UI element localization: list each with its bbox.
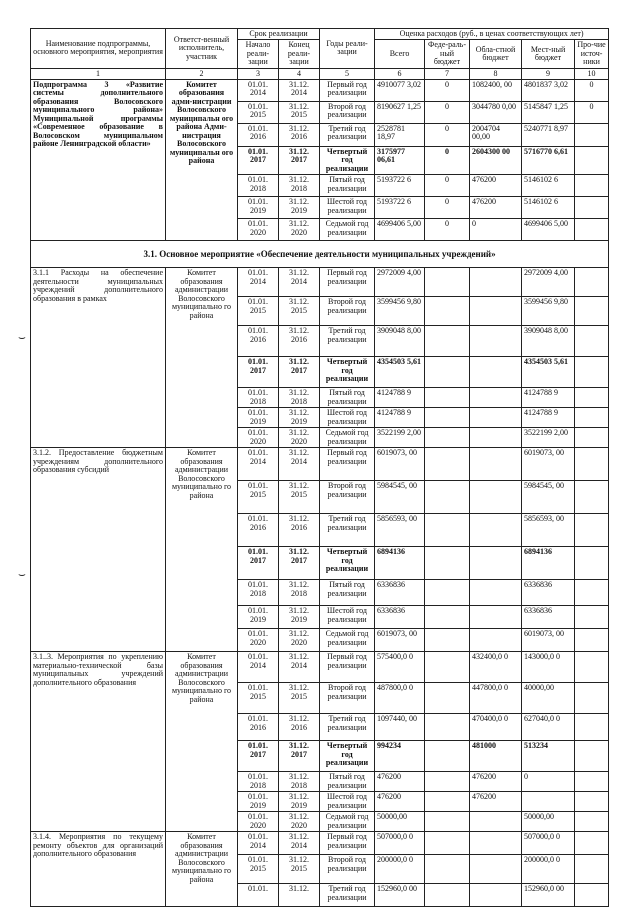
federal-budget <box>425 812 470 832</box>
responsible-executor: Комитет образования адми-нистрации Волосовского муниципальн ого района Адми-нистрация Волосовского муниципальн ого района <box>166 79 238 240</box>
local-budget: 50000,00 <box>522 812 575 832</box>
total-cost: 8190627 1,25 <box>375 101 425 123</box>
total-cost: 4124788 9 <box>375 408 425 428</box>
start-date: 01.01. 2017 <box>238 357 279 388</box>
other-sources <box>575 884 609 907</box>
margin-mark-icon: ⌣ <box>18 330 26 344</box>
other-sources <box>575 652 609 683</box>
year-of-implementation: Пятый год реализации <box>320 175 375 197</box>
year-of-implementation: Первый год реализации <box>320 79 375 101</box>
measure-name: 3.1.4. Мероприятия по текущему ремонту объектов для организаций дополнительного образования <box>31 832 166 907</box>
total-cost: 4699406 5,00 <box>375 219 425 241</box>
year-of-implementation: Второй год реализации <box>320 101 375 123</box>
column-number: 6 <box>375 68 425 79</box>
local-budget: 3522199 2,00 <box>522 428 575 448</box>
total-cost: 575400,0 0 <box>375 652 425 683</box>
other-sources <box>575 388 609 408</box>
regional-budget <box>470 514 522 547</box>
table-row <box>31 832 609 855</box>
total-cost: 476200 <box>375 772 425 792</box>
year-of-implementation: Первый год реализации <box>320 448 375 481</box>
total-cost: 5856593, 00 <box>375 514 425 547</box>
year-of-implementation: Второй год реализации <box>320 683 375 714</box>
start-date: 01.01. 2019 <box>238 792 279 812</box>
start-date: 01.01. 2015 <box>238 101 279 123</box>
regional-budget <box>470 606 522 629</box>
year-of-implementation: Первый год реализации <box>320 268 375 297</box>
total-cost: 994234 <box>375 741 425 772</box>
end-date: 31.12. 2019 <box>279 408 320 428</box>
column-number: 8 <box>470 68 522 79</box>
local-budget: 4354503 5,61 <box>522 357 575 388</box>
header-regional: Обла-стной бюджет <box>470 40 522 68</box>
header-federal: Феде-раль-ный бюджет <box>425 40 470 68</box>
federal-budget <box>425 629 470 652</box>
local-budget: 40000,00 <box>522 683 575 714</box>
start-date: 01.01. 2020 <box>238 219 279 241</box>
total-cost: 6894136 <box>375 547 425 580</box>
year-of-implementation: Второй год реализации <box>320 855 375 884</box>
end-date: 31.12. 2016 <box>279 326 320 357</box>
end-date: 31.12. <box>279 884 320 907</box>
start-date: 01.01. 2016 <box>238 326 279 357</box>
total-cost: 2528781 18,97 <box>375 123 425 146</box>
start-date: 01.01. 2016 <box>238 514 279 547</box>
year-of-implementation: Пятый год реализации <box>320 772 375 792</box>
regional-budget <box>470 580 522 606</box>
year-of-implementation: Четвертый год реализации <box>320 146 375 174</box>
start-date: 01.01. 2020 <box>238 812 279 832</box>
column-number: 3 <box>238 68 279 79</box>
federal-budget <box>425 268 470 297</box>
start-date: 01.01. <box>238 884 279 907</box>
responsible-executor: Комитет образования администрации Волосовского муниципально го района <box>166 448 238 652</box>
total-cost: 476200 <box>375 792 425 812</box>
total-cost: 507000,0 0 <box>375 832 425 855</box>
end-date: 31.12. 2019 <box>279 792 320 812</box>
federal-budget: 0 <box>425 197 470 219</box>
regional-budget <box>470 357 522 388</box>
start-date: 01.01. 2014 <box>238 79 279 101</box>
end-date: 31.12. 2014 <box>279 448 320 481</box>
total-cost: 5984545, 00 <box>375 481 425 514</box>
table-row <box>31 652 609 683</box>
federal-budget <box>425 652 470 683</box>
regional-budget <box>470 547 522 580</box>
measure-name: 3.1.1 Расходы на обеспечение деятельности муниципальных учреждений дополнительного образования в рамках <box>31 268 166 448</box>
start-date: 01.01. 2020 <box>238 428 279 448</box>
total-cost: 2972009 4,00 <box>375 268 425 297</box>
federal-budget: 0 <box>425 175 470 197</box>
federal-budget <box>425 297 470 326</box>
end-date: 31.12. 2020 <box>279 428 320 448</box>
local-budget: 0 <box>522 772 575 792</box>
end-date: 31.12. 2016 <box>279 123 320 146</box>
federal-budget <box>425 408 470 428</box>
column-numbers-row <box>31 68 609 79</box>
start-date: 01.01. 2014 <box>238 832 279 855</box>
year-of-implementation: Седьмой год реализации <box>320 629 375 652</box>
header-responsible: Ответст-венный исполнитель, участник <box>166 29 238 69</box>
other-sources <box>575 297 609 326</box>
regional-budget <box>470 326 522 357</box>
end-date: 31.12. 2020 <box>279 812 320 832</box>
end-date: 31.12. 2015 <box>279 101 320 123</box>
local-budget: 2972009 4,00 <box>522 268 575 297</box>
year-of-implementation: Четвертый год реализации <box>320 547 375 580</box>
local-budget: 5146102 6 <box>522 197 575 219</box>
end-date: 31.12. 2015 <box>279 683 320 714</box>
federal-budget <box>425 855 470 884</box>
local-budget: 5716770 6,61 <box>522 146 575 174</box>
measure-name: 3.1.2. Предоставление бюджетным учреждениям дополнительного образования субсидий <box>31 448 166 652</box>
local-budget: 6894136 <box>522 547 575 580</box>
regional-budget: 476200 <box>470 197 522 219</box>
budget-table <box>30 28 609 907</box>
federal-budget <box>425 547 470 580</box>
end-date: 31.12. 2016 <box>279 514 320 547</box>
regional-budget: 0 <box>470 219 522 241</box>
header-other: Про-чие источ-ники <box>575 40 609 68</box>
regional-budget: 476200 <box>470 792 522 812</box>
end-date: 31.12. 2014 <box>279 652 320 683</box>
federal-budget: 0 <box>425 101 470 123</box>
start-date: 01.01. 2020 <box>238 629 279 652</box>
regional-budget: 476200 <box>470 772 522 792</box>
federal-budget: 0 <box>425 79 470 101</box>
regional-budget <box>470 388 522 408</box>
regional-budget <box>470 629 522 652</box>
header-end: Конец реали-зации <box>279 40 320 68</box>
federal-budget <box>425 580 470 606</box>
end-date: 31.12. 2018 <box>279 175 320 197</box>
total-cost: 6019073, 00 <box>375 448 425 481</box>
regional-budget: 432400,0 0 <box>470 652 522 683</box>
federal-budget <box>425 428 470 448</box>
regional-budget <box>470 832 522 855</box>
section-row <box>31 241 609 268</box>
total-cost: 3522199 2,00 <box>375 428 425 448</box>
local-budget: 3599456 9,80 <box>522 297 575 326</box>
local-budget: 6019073, 00 <box>522 629 575 652</box>
other-sources <box>575 547 609 580</box>
header-years: Годы реали-зации <box>320 29 375 69</box>
federal-budget <box>425 792 470 812</box>
end-date: 31.12. 2014 <box>279 832 320 855</box>
column-number: 7 <box>425 68 470 79</box>
total-cost: 3599456 9,80 <box>375 297 425 326</box>
federal-budget <box>425 772 470 792</box>
local-budget: 143000,0 0 <box>522 652 575 683</box>
regional-budget <box>470 448 522 481</box>
year-of-implementation: Шестой год реализации <box>320 792 375 812</box>
local-budget: 507000,0 0 <box>522 832 575 855</box>
other-sources <box>575 792 609 812</box>
regional-budget: 1082400, 00 <box>470 79 522 101</box>
other-sources <box>575 629 609 652</box>
regional-budget: 3044780 0,00 <box>470 101 522 123</box>
start-date: 01.01. 2015 <box>238 297 279 326</box>
end-date: 31.12. 2017 <box>279 357 320 388</box>
start-date: 01.01. 2016 <box>238 714 279 741</box>
other-sources <box>575 832 609 855</box>
other-sources <box>575 268 609 297</box>
total-cost: 6336836 <box>375 580 425 606</box>
end-date: 31.12. 2018 <box>279 580 320 606</box>
regional-budget <box>470 297 522 326</box>
header-period: Срок реализации <box>238 29 320 40</box>
end-date: 31.12. 2015 <box>279 481 320 514</box>
local-budget: 5856593, 00 <box>522 514 575 547</box>
local-budget: 4124788 9 <box>522 388 575 408</box>
total-cost: 200000,0 0 <box>375 855 425 884</box>
end-date: 31.12. 2020 <box>279 219 320 241</box>
local-budget <box>522 792 575 812</box>
total-cost: 5193722 6 <box>375 175 425 197</box>
federal-budget <box>425 606 470 629</box>
federal-budget <box>425 884 470 907</box>
other-sources: 0 <box>575 79 609 101</box>
year-of-implementation: Пятый год реализации <box>320 580 375 606</box>
end-date: 31.12. 2019 <box>279 197 320 219</box>
start-date: 01.01. 2014 <box>238 268 279 297</box>
other-sources <box>575 428 609 448</box>
start-date: 01.01. 2017 <box>238 146 279 174</box>
other-sources <box>575 514 609 547</box>
year-of-implementation: Первый год реализации <box>320 652 375 683</box>
total-cost: 1097440, 00 <box>375 714 425 741</box>
total-cost: 4124788 9 <box>375 388 425 408</box>
regional-budget <box>470 855 522 884</box>
other-sources <box>575 175 609 197</box>
start-date: 01.01. 2015 <box>238 481 279 514</box>
year-of-implementation: Третий год реализации <box>320 123 375 146</box>
column-number: 10 <box>575 68 609 79</box>
federal-budget <box>425 388 470 408</box>
year-of-implementation: Второй год реализации <box>320 297 375 326</box>
start-date: 01.01. 2019 <box>238 408 279 428</box>
end-date: 31.12. 2015 <box>279 855 320 884</box>
regional-budget: 476200 <box>470 175 522 197</box>
local-budget: 152960,0 00 <box>522 884 575 907</box>
measure-name: Подпрограмма 3 «Развитие системы дополнительного образования Волосовского муниципального района» Муниципальной программы «Современное образование в Волосовском муниципальном районе Ленинградской области» <box>31 79 166 240</box>
end-date: 31.12. 2014 <box>279 268 320 297</box>
federal-budget <box>425 741 470 772</box>
header-row-1 <box>31 29 609 40</box>
year-of-implementation: Третий год реализации <box>320 514 375 547</box>
year-of-implementation: Третий год реализации <box>320 714 375 741</box>
regional-budget <box>470 268 522 297</box>
table-row <box>31 79 609 101</box>
other-sources <box>575 123 609 146</box>
year-of-implementation: Первый год реализации <box>320 832 375 855</box>
end-date: 31.12. 2015 <box>279 297 320 326</box>
total-cost: 4910077 3,02 <box>375 79 425 101</box>
federal-budget <box>425 714 470 741</box>
other-sources: 0 <box>575 101 609 123</box>
federal-budget: 0 <box>425 146 470 174</box>
responsible-executor: Комитет образования администрации Волосовского муниципально го района <box>166 652 238 832</box>
year-of-implementation: Четвертый год реализации <box>320 357 375 388</box>
end-date: 31.12. 2018 <box>279 388 320 408</box>
start-date: 01.01. 2015 <box>238 683 279 714</box>
regional-budget: 2604300 00 <box>470 146 522 174</box>
regional-budget <box>470 884 522 907</box>
header-start: Начало реали-зации <box>238 40 279 68</box>
other-sources <box>575 580 609 606</box>
end-date: 31.12. 2020 <box>279 629 320 652</box>
other-sources <box>575 219 609 241</box>
other-sources <box>575 448 609 481</box>
start-date: 01.01. 2019 <box>238 197 279 219</box>
local-budget: 6336836 <box>522 580 575 606</box>
federal-budget <box>425 832 470 855</box>
local-budget: 6019073, 00 <box>522 448 575 481</box>
federal-budget <box>425 326 470 357</box>
column-number: 5 <box>320 68 375 79</box>
table-body <box>31 79 609 906</box>
regional-budget: 481000 <box>470 741 522 772</box>
start-date: 01.01. 2017 <box>238 547 279 580</box>
start-date: 01.01. 2016 <box>238 123 279 146</box>
responsible-executor: Комитет образования администрации Волосовского муниципально го района <box>166 268 238 448</box>
start-date: 01.01. 2015 <box>238 855 279 884</box>
start-date: 01.01. 2018 <box>238 175 279 197</box>
federal-budget <box>425 357 470 388</box>
other-sources <box>575 812 609 832</box>
start-date: 01.01. 2014 <box>238 652 279 683</box>
other-sources <box>575 481 609 514</box>
start-date: 01.01. 2018 <box>238 580 279 606</box>
column-number: 9 <box>522 68 575 79</box>
local-budget: 5984545, 00 <box>522 481 575 514</box>
other-sources <box>575 357 609 388</box>
other-sources <box>575 197 609 219</box>
year-of-implementation: Четвертый год реализации <box>320 741 375 772</box>
year-of-implementation: Шестой год реализации <box>320 197 375 219</box>
other-sources <box>575 146 609 174</box>
regional-budget <box>470 428 522 448</box>
year-of-implementation: Седьмой год реализации <box>320 428 375 448</box>
other-sources <box>575 772 609 792</box>
federal-budget: 0 <box>425 123 470 146</box>
federal-budget <box>425 448 470 481</box>
federal-budget: 0 <box>425 219 470 241</box>
start-date: 01.01. 2017 <box>238 741 279 772</box>
regional-budget <box>470 812 522 832</box>
start-date: 01.01. 2014 <box>238 448 279 481</box>
other-sources <box>575 741 609 772</box>
start-date: 01.01. 2019 <box>238 606 279 629</box>
other-sources <box>575 714 609 741</box>
year-of-implementation: Шестой год реализации <box>320 408 375 428</box>
other-sources <box>575 326 609 357</box>
local-budget: 6336836 <box>522 606 575 629</box>
local-budget: 513234 <box>522 741 575 772</box>
year-of-implementation: Седьмой год реализации <box>320 812 375 832</box>
local-budget: 3909048 8,00 <box>522 326 575 357</box>
other-sources <box>575 408 609 428</box>
start-date: 01.01. 2018 <box>238 772 279 792</box>
local-budget: 4801837 3,02 <box>522 79 575 101</box>
total-cost: 5193722 6 <box>375 197 425 219</box>
column-number: 4 <box>279 68 320 79</box>
regional-budget <box>470 408 522 428</box>
year-of-implementation: Третий год реализации <box>320 326 375 357</box>
end-date: 31.12. 2017 <box>279 741 320 772</box>
header-name: Наименование подпрограммы, основного мероприятия, мероприятия <box>31 29 166 69</box>
local-budget: 5240771 8,97 <box>522 123 575 146</box>
regional-budget <box>470 481 522 514</box>
header-local: Мест-ный бюджет <box>522 40 575 68</box>
year-of-implementation: Седьмой год реализации <box>320 219 375 241</box>
header-cost: Оценка расходов (руб., в ценах соответствующих лет) <box>375 29 609 40</box>
column-number: 2 <box>166 68 238 79</box>
total-cost: 50000,00 <box>375 812 425 832</box>
end-date: 31.12. 2018 <box>279 772 320 792</box>
end-date: 31.12. 2016 <box>279 714 320 741</box>
end-date: 31.12. 2017 <box>279 146 320 174</box>
other-sources <box>575 606 609 629</box>
local-budget: 5145847 1,25 <box>522 101 575 123</box>
local-budget: 627040,0 0 <box>522 714 575 741</box>
header-total: Всего <box>375 40 425 68</box>
year-of-implementation: Третий год реализации <box>320 884 375 907</box>
federal-budget <box>425 683 470 714</box>
total-cost: 3175977 06,61 <box>375 146 425 174</box>
end-date: 31.12. 2017 <box>279 547 320 580</box>
responsible-executor: Комитет образования администрации Волосовского муниципально го района <box>166 832 238 907</box>
local-budget: 5146102 6 <box>522 175 575 197</box>
regional-budget: 2004704 00,00 <box>470 123 522 146</box>
federal-budget <box>425 514 470 547</box>
section-title: 3.1. Основное мероприятие «Обеспечение деятельности муниципальных учреждений» <box>31 241 609 268</box>
year-of-implementation: Пятый год реализации <box>320 388 375 408</box>
end-date: 31.12. 2014 <box>279 79 320 101</box>
start-date: 01.01. 2018 <box>238 388 279 408</box>
other-sources <box>575 855 609 884</box>
total-cost: 6019073, 00 <box>375 629 425 652</box>
other-sources <box>575 683 609 714</box>
local-budget: 200000,0 0 <box>522 855 575 884</box>
total-cost: 152960,0 00 <box>375 884 425 907</box>
total-cost: 3909048 8,00 <box>375 326 425 357</box>
table-row <box>31 448 609 481</box>
end-date: 31.12. 2019 <box>279 606 320 629</box>
column-number: 1 <box>31 68 166 79</box>
local-budget: 4124788 9 <box>522 408 575 428</box>
measure-name: 3.1..3. Мероприятия по укреплению материально-технической базы муниципальных учреждений дополнительного образования <box>31 652 166 832</box>
regional-budget: 470400,0 0 <box>470 714 522 741</box>
table-row <box>31 268 609 297</box>
total-cost: 4354503 5,61 <box>375 357 425 388</box>
year-of-implementation: Второй год реализации <box>320 481 375 514</box>
year-of-implementation: Шестой год реализации <box>320 606 375 629</box>
local-budget: 4699406 5,00 <box>522 219 575 241</box>
regional-budget: 447800,0 0 <box>470 683 522 714</box>
total-cost: 6336836 <box>375 606 425 629</box>
federal-budget <box>425 481 470 514</box>
margin-mark-icon: ⌣ <box>18 567 26 581</box>
total-cost: 487800,0 0 <box>375 683 425 714</box>
